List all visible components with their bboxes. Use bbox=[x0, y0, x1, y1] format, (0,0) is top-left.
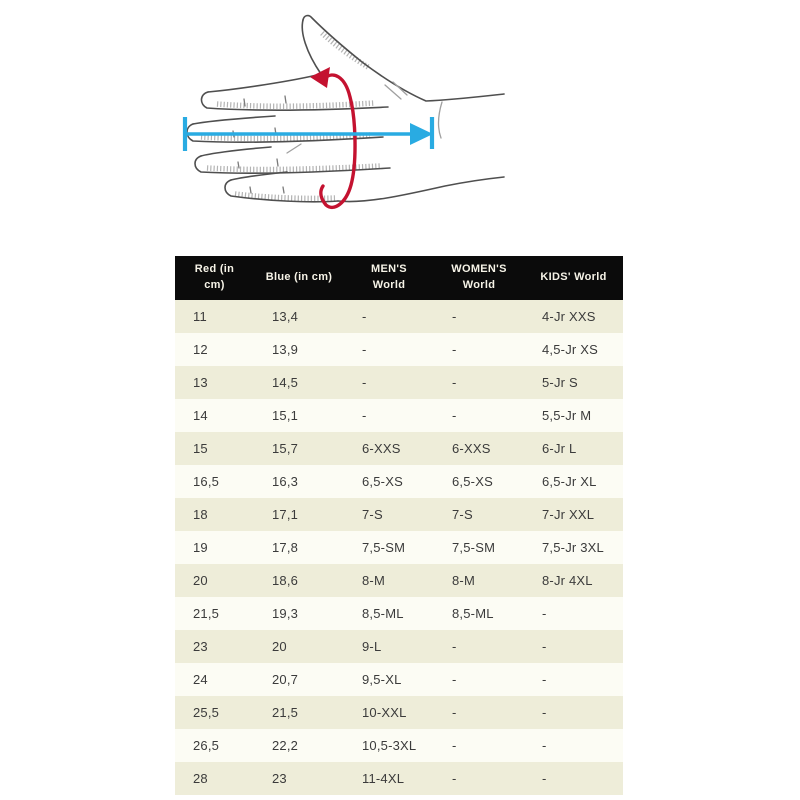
table-cell-red-cm: 20 bbox=[193, 573, 208, 588]
table-cell-red-cm: 28 bbox=[193, 771, 208, 786]
table-body bbox=[175, 300, 623, 795]
table-cell-mens: 10,5-3XL bbox=[362, 738, 417, 753]
table-cell-kids: - bbox=[542, 606, 547, 621]
table-cell-womens: - bbox=[452, 408, 457, 423]
column-header-red-cm: Red (in cm) bbox=[175, 256, 254, 300]
table-cell-womens: - bbox=[452, 375, 457, 390]
table-cell-mens: - bbox=[362, 408, 367, 423]
table-cell-blue-cm: 19,3 bbox=[272, 606, 299, 621]
table-header-row bbox=[175, 256, 623, 300]
table-cell-womens: - bbox=[452, 738, 457, 753]
table-row bbox=[175, 300, 623, 333]
table-cell-blue-cm: 15,1 bbox=[272, 408, 299, 423]
table-row bbox=[175, 366, 623, 399]
size-table bbox=[175, 256, 623, 795]
table-row bbox=[175, 432, 623, 465]
table-row bbox=[175, 333, 623, 366]
table-cell-red-cm: 14 bbox=[193, 408, 208, 423]
table-cell-kids: - bbox=[542, 705, 547, 720]
table-row bbox=[175, 498, 623, 531]
table-cell-womens: - bbox=[452, 342, 457, 357]
table-cell-womens: - bbox=[452, 672, 457, 687]
table-cell-mens: 9-L bbox=[362, 639, 382, 654]
table-cell-red-cm: 26,5 bbox=[193, 738, 220, 753]
table-cell-red-cm: 11 bbox=[193, 309, 207, 324]
table-cell-womens: - bbox=[452, 771, 457, 786]
table-cell-red-cm: 18 bbox=[193, 507, 208, 522]
table-cell-kids: 5-Jr S bbox=[542, 375, 578, 390]
table-cell-womens: 7-S bbox=[452, 507, 473, 522]
table-cell-blue-cm: 13,9 bbox=[272, 342, 299, 357]
table-cell-mens: - bbox=[362, 342, 367, 357]
table-cell-blue-cm: 17,1 bbox=[272, 507, 299, 522]
column-header-blue-cm: Blue (in cm) bbox=[254, 256, 344, 300]
table-cell-blue-cm: 14,5 bbox=[272, 375, 299, 390]
table-cell-red-cm: 19 bbox=[193, 540, 208, 555]
table-cell-red-cm: 15 bbox=[193, 441, 208, 456]
table-row bbox=[175, 531, 623, 564]
table-row bbox=[175, 762, 623, 795]
table-cell-blue-cm: 13,4 bbox=[272, 309, 299, 324]
hand-measurement-illustration bbox=[175, 5, 505, 235]
table-row bbox=[175, 696, 623, 729]
table-cell-red-cm: 21,5 bbox=[193, 606, 220, 621]
table-cell-blue-cm: 20,7 bbox=[272, 672, 299, 687]
table-cell-kids: 6-Jr L bbox=[542, 441, 577, 456]
table-cell-kids: - bbox=[542, 738, 547, 753]
table-cell-red-cm: 16,5 bbox=[193, 474, 220, 489]
table-cell-mens: 11-4XL bbox=[362, 771, 405, 786]
table-cell-mens: 10-XXL bbox=[362, 705, 407, 720]
table-row bbox=[175, 399, 623, 432]
column-header-womens: WOMEN'S World bbox=[434, 256, 524, 300]
table-cell-kids: 8-Jr 4XL bbox=[542, 573, 593, 588]
table-cell-red-cm: 24 bbox=[193, 672, 208, 687]
table-cell-blue-cm: 16,3 bbox=[272, 474, 299, 489]
table-row bbox=[175, 729, 623, 762]
table-cell-kids: 6,5-Jr XL bbox=[542, 474, 597, 489]
table-cell-blue-cm: 20 bbox=[272, 639, 287, 654]
table-cell-kids: 4,5-Jr XS bbox=[542, 342, 598, 357]
table-cell-womens: 8-M bbox=[452, 573, 475, 588]
hand-outline bbox=[187, 16, 504, 202]
table-row bbox=[175, 597, 623, 630]
table-cell-kids: 7-Jr XXL bbox=[542, 507, 595, 522]
table-cell-mens: - bbox=[362, 375, 367, 390]
table-row bbox=[175, 465, 623, 498]
table-cell-womens: 8,5-ML bbox=[452, 606, 494, 621]
table-cell-blue-cm: 21,5 bbox=[272, 705, 299, 720]
table-cell-womens: 6,5-XS bbox=[452, 474, 493, 489]
table-cell-blue-cm: 17,8 bbox=[272, 540, 299, 555]
table-cell-womens: - bbox=[452, 705, 457, 720]
table-cell-mens: 6,5-XS bbox=[362, 474, 403, 489]
table-cell-kids: - bbox=[542, 771, 547, 786]
table-cell-mens: - bbox=[362, 309, 367, 324]
table-cell-womens: - bbox=[452, 639, 457, 654]
table-cell-mens: 7-S bbox=[362, 507, 383, 522]
table-row bbox=[175, 663, 623, 696]
length-arrow bbox=[185, 117, 433, 151]
table-cell-kids: 7,5-Jr 3XL bbox=[542, 540, 604, 555]
table-cell-mens: 8,5-ML bbox=[362, 606, 404, 621]
table-cell-mens: 7,5-SM bbox=[362, 540, 406, 555]
table-cell-blue-cm: 22,2 bbox=[272, 738, 299, 753]
table-cell-red-cm: 23 bbox=[193, 639, 208, 654]
table-cell-mens: 9,5-XL bbox=[362, 672, 402, 687]
table-cell-kids: 5,5-Jr M bbox=[542, 408, 592, 423]
table-cell-red-cm: 13 bbox=[193, 375, 208, 390]
column-header-kids: KIDS' World bbox=[524, 256, 623, 300]
table-cell-mens: 8-M bbox=[362, 573, 385, 588]
table-cell-kids: 4-Jr XXS bbox=[542, 309, 596, 324]
table-cell-mens: 6-XXS bbox=[362, 441, 401, 456]
table-cell-womens: - bbox=[452, 309, 457, 324]
table-row bbox=[175, 630, 623, 663]
table-cell-kids: - bbox=[542, 639, 547, 654]
table-cell-blue-cm: 23 bbox=[272, 771, 287, 786]
table-row bbox=[175, 564, 623, 597]
table-cell-red-cm: 25,5 bbox=[193, 705, 220, 720]
table-cell-red-cm: 12 bbox=[193, 342, 208, 357]
table-cell-kids: - bbox=[542, 672, 547, 687]
table-cell-womens: 7,5-SM bbox=[452, 540, 496, 555]
table-cell-womens: 6-XXS bbox=[452, 441, 491, 456]
column-header-mens: MEN'S World bbox=[344, 256, 434, 300]
table-cell-blue-cm: 18,6 bbox=[272, 573, 299, 588]
table-cell-blue-cm: 15,7 bbox=[272, 441, 299, 456]
